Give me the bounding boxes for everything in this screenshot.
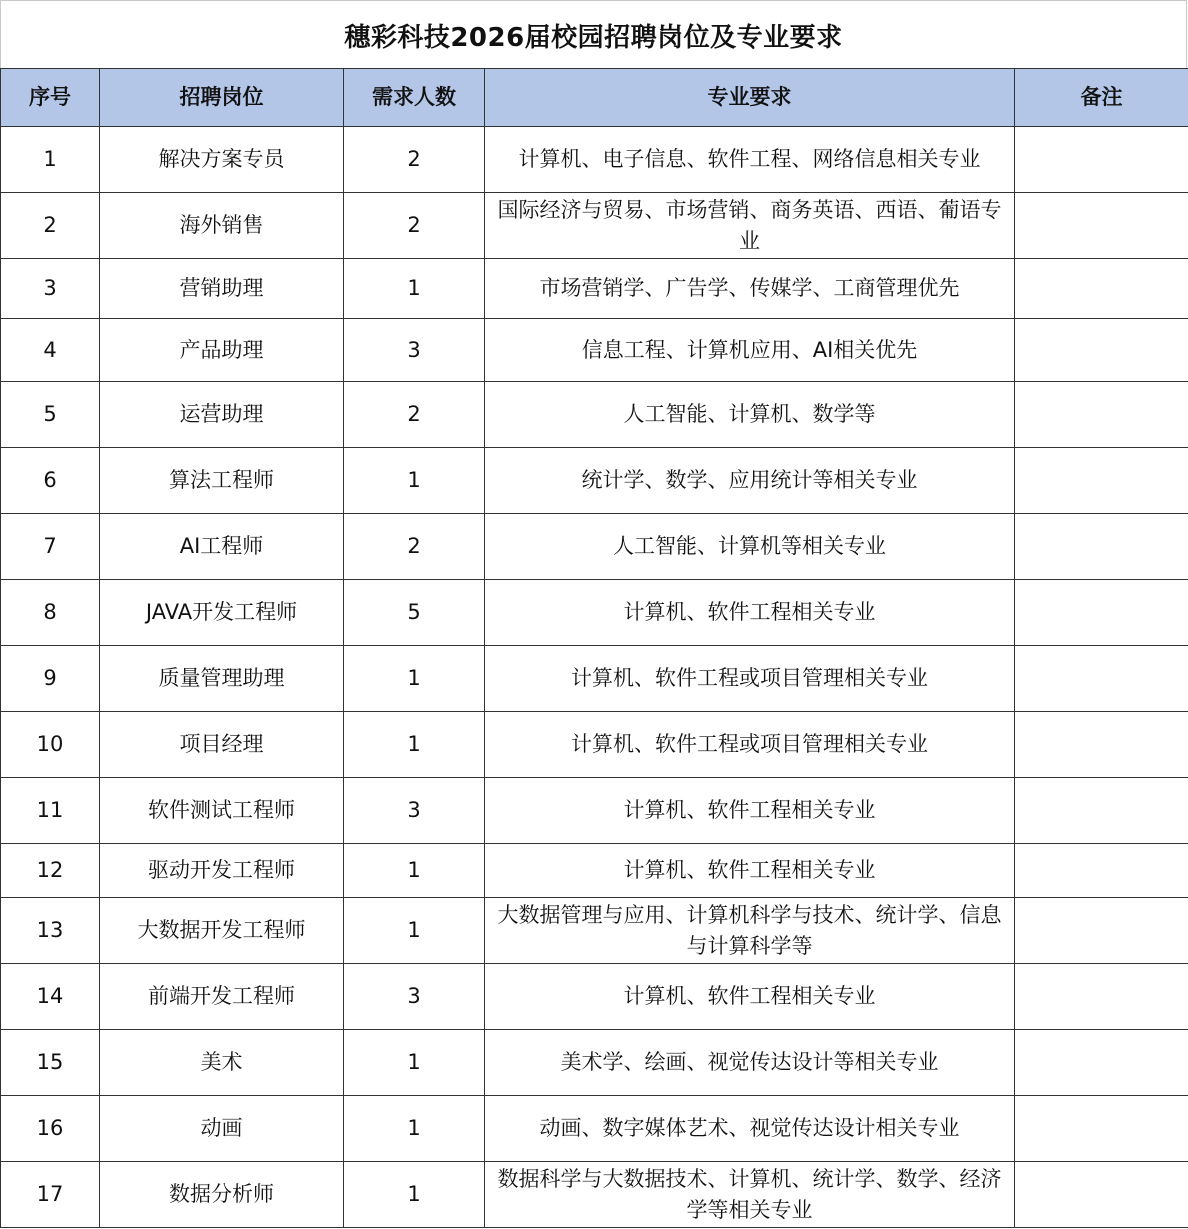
row-position: 美术 xyxy=(100,1030,344,1096)
header-note: 备注 xyxy=(1015,69,1188,127)
row-major: 计算机、电子信息、软件工程、网络信息相关专业 xyxy=(485,127,1015,193)
row-position: 海外销售 xyxy=(100,193,344,259)
row-note xyxy=(1015,319,1188,382)
header-row xyxy=(1,69,1188,127)
table-row xyxy=(1,712,1188,778)
table-row xyxy=(1,844,1188,898)
row-no: 10 xyxy=(1,712,100,778)
row-position: 大数据开发工程师 xyxy=(100,898,344,964)
row-count: 3 xyxy=(344,964,485,1030)
row-major: 数据科学与大数据技术、计算机、统计学、数学、经济学等相关专业 xyxy=(485,1162,1015,1228)
row-position: 项目经理 xyxy=(100,712,344,778)
row-major: 计算机、软件工程相关专业 xyxy=(485,580,1015,646)
row-major: 计算机、软件工程相关专业 xyxy=(485,844,1015,898)
row-no: 7 xyxy=(1,514,100,580)
row-note xyxy=(1015,964,1188,1030)
row-no: 4 xyxy=(1,319,100,382)
row-major: 美术学、绘画、视觉传达设计等相关专业 xyxy=(485,1030,1015,1096)
row-no: 12 xyxy=(1,844,100,898)
table-title: 穗彩科技2026届校园招聘岗位及专业要求 xyxy=(0,0,1187,69)
row-count: 1 xyxy=(344,844,485,898)
row-no: 16 xyxy=(1,1096,100,1162)
row-major: 人工智能、计算机等相关专业 xyxy=(485,514,1015,580)
row-count: 1 xyxy=(344,646,485,712)
table-row xyxy=(1,193,1188,259)
row-count: 1 xyxy=(344,1162,485,1228)
row-position: 质量管理助理 xyxy=(100,646,344,712)
table-row xyxy=(1,448,1188,514)
row-position: JAVA开发工程师 xyxy=(100,580,344,646)
table-row xyxy=(1,580,1188,646)
header-count: 需求人数 xyxy=(344,69,485,127)
row-note xyxy=(1015,193,1188,259)
row-count: 2 xyxy=(344,382,485,448)
table-row xyxy=(1,1030,1188,1096)
row-position: 运营助理 xyxy=(100,382,344,448)
row-count: 2 xyxy=(344,514,485,580)
row-note xyxy=(1015,898,1188,964)
row-count: 2 xyxy=(344,127,485,193)
table-row xyxy=(1,514,1188,580)
row-note xyxy=(1015,514,1188,580)
row-count: 1 xyxy=(344,712,485,778)
row-major: 统计学、数学、应用统计等相关专业 xyxy=(485,448,1015,514)
row-major: 计算机、软件工程相关专业 xyxy=(485,778,1015,844)
row-note xyxy=(1015,1096,1188,1162)
row-no: 15 xyxy=(1,1030,100,1096)
row-note xyxy=(1015,844,1188,898)
row-no: 9 xyxy=(1,646,100,712)
row-note xyxy=(1015,580,1188,646)
row-no: 2 xyxy=(1,193,100,259)
row-major: 计算机、软件工程或项目管理相关专业 xyxy=(485,712,1015,778)
row-major: 信息工程、计算机应用、AI相关优先 xyxy=(485,319,1015,382)
row-position: AI工程师 xyxy=(100,514,344,580)
row-count: 1 xyxy=(344,1096,485,1162)
header-major: 专业要求 xyxy=(485,69,1015,127)
row-major: 计算机、软件工程相关专业 xyxy=(485,964,1015,1030)
table-row xyxy=(1,964,1188,1030)
row-position: 数据分析师 xyxy=(100,1162,344,1228)
row-position: 营销助理 xyxy=(100,259,344,319)
row-count: 1 xyxy=(344,448,485,514)
row-no: 17 xyxy=(1,1162,100,1228)
table-row xyxy=(1,259,1188,319)
table-row xyxy=(1,127,1188,193)
table-row xyxy=(1,319,1188,382)
row-note xyxy=(1015,127,1188,193)
table-row xyxy=(1,646,1188,712)
header-position: 招聘岗位 xyxy=(100,69,344,127)
row-position: 前端开发工程师 xyxy=(100,964,344,1030)
row-note xyxy=(1015,646,1188,712)
row-major: 国际经济与贸易、市场营销、商务英语、西语、葡语专业 xyxy=(485,193,1015,259)
row-no: 5 xyxy=(1,382,100,448)
row-major: 计算机、软件工程或项目管理相关专业 xyxy=(485,646,1015,712)
row-count: 5 xyxy=(344,580,485,646)
row-major: 市场营销学、广告学、传媒学、工商管理优先 xyxy=(485,259,1015,319)
row-count: 1 xyxy=(344,898,485,964)
row-note xyxy=(1015,712,1188,778)
header-no: 序号 xyxy=(1,69,100,127)
row-no: 14 xyxy=(1,964,100,1030)
table-row xyxy=(1,1162,1188,1228)
table-row xyxy=(1,898,1188,964)
row-no: 11 xyxy=(1,778,100,844)
table-row xyxy=(1,1096,1188,1162)
row-count: 1 xyxy=(344,1030,485,1096)
row-no: 13 xyxy=(1,898,100,964)
row-position: 产品助理 xyxy=(100,319,344,382)
row-no: 3 xyxy=(1,259,100,319)
row-note xyxy=(1015,382,1188,448)
row-position: 驱动开发工程师 xyxy=(100,844,344,898)
row-no: 1 xyxy=(1,127,100,193)
row-position: 算法工程师 xyxy=(100,448,344,514)
row-position: 软件测试工程师 xyxy=(100,778,344,844)
row-position: 解决方案专员 xyxy=(100,127,344,193)
row-major: 人工智能、计算机、数学等 xyxy=(485,382,1015,448)
row-note xyxy=(1015,448,1188,514)
row-count: 2 xyxy=(344,193,485,259)
row-count: 1 xyxy=(344,259,485,319)
row-note xyxy=(1015,1162,1188,1228)
row-note xyxy=(1015,259,1188,319)
row-no: 6 xyxy=(1,448,100,514)
table-row xyxy=(1,778,1188,844)
row-no: 8 xyxy=(1,580,100,646)
row-major: 大数据管理与应用、计算机科学与技术、统计学、信息与计算科学等 xyxy=(485,898,1015,964)
row-note xyxy=(1015,778,1188,844)
row-count: 3 xyxy=(344,319,485,382)
row-position: 动画 xyxy=(100,1096,344,1162)
row-note xyxy=(1015,1030,1188,1096)
row-count: 3 xyxy=(344,778,485,844)
row-major: 动画、数字媒体艺术、视觉传达设计相关专业 xyxy=(485,1096,1015,1162)
table-row xyxy=(1,382,1188,448)
recruitment-table xyxy=(0,68,1188,1228)
